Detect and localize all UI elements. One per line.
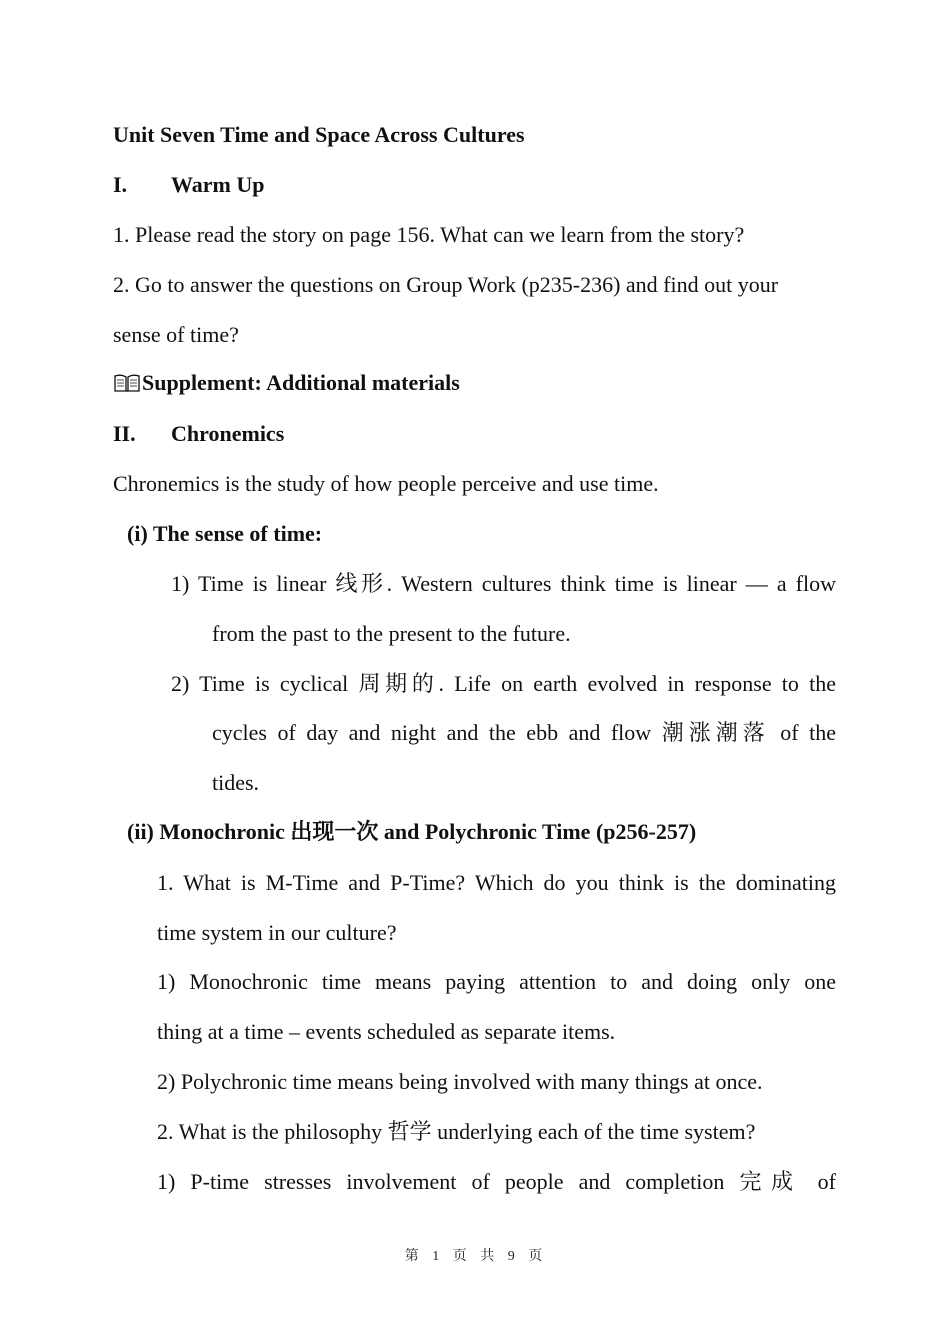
warmup-question-2-line-2: sense of time? bbox=[113, 322, 239, 347]
monochronic-answer-line-1: 1) Monochronic time means paying attention to and doing only one bbox=[157, 969, 836, 994]
chronemics-definition: Chronemics is the study of how people perceive and use time. bbox=[113, 471, 659, 496]
footer-total-pages: 9 bbox=[507, 1249, 518, 1264]
mtime-question-line-1: 1. What is M-Time and P-Time? Which do you think is the dominating bbox=[157, 870, 836, 895]
supplement-label: Supplement: Additional materials bbox=[142, 370, 460, 395]
linear-item-line-1: 1) Time is linear 线形. Western cultures think time is linear — a flow bbox=[171, 571, 836, 596]
section-number: II. bbox=[113, 421, 136, 446]
page-footer bbox=[0, 1248, 950, 1266]
monochronic-answer-line-2: thing at a time – events scheduled as separate items. bbox=[157, 1019, 616, 1044]
section-number: I. bbox=[113, 172, 128, 197]
cyclical-item-line-3: tides. bbox=[212, 770, 260, 795]
footer-label-page-unit: 页 bbox=[452, 1249, 470, 1264]
mtime-question-line-2: time system in our culture? bbox=[157, 920, 397, 945]
section-title: Chronemics bbox=[171, 421, 285, 446]
subheading-sense-of-time: (i) The sense of time: bbox=[127, 521, 323, 546]
footer-current-page: 1 bbox=[432, 1249, 443, 1264]
subheading-monochronic-polychronic: (ii) Monochronic 出现一次 and Polychronic Time (p256-257) bbox=[127, 819, 697, 844]
footer-label-total-unit: 页 bbox=[528, 1249, 546, 1264]
cyclical-item-line-1: 2) Time is cyclical 周期的. Life on earth evolved in response to the bbox=[171, 671, 836, 696]
cyclical-item-line-2: cycles of day and night and the ebb and flow 潮涨潮落 of the bbox=[212, 720, 836, 745]
document-title: Unit Seven Time and Space Across Cultures bbox=[113, 122, 525, 147]
philosophy-question: 2. What is the philosophy 哲学 underlying each of the time system? bbox=[157, 1119, 756, 1144]
linear-item-line-2: from the past to the present to the future. bbox=[212, 621, 571, 646]
polychronic-answer: 2) Polychronic time means being involved with many things at once. bbox=[157, 1069, 763, 1094]
supplement-heading bbox=[113, 369, 460, 401]
footer-label-total: 共 bbox=[480, 1249, 498, 1264]
section-title: Warm Up bbox=[171, 172, 265, 197]
warmup-question-1: 1. Please read the story on page 156. What can we learn from the story? bbox=[113, 222, 745, 247]
open-book-icon bbox=[113, 372, 141, 401]
ptime-answer-line-1: 1) P-time stresses involvement of people and completion 完成 of bbox=[157, 1169, 836, 1194]
section-heading-warm-up bbox=[113, 171, 265, 199]
section-heading-chronemics bbox=[113, 420, 284, 448]
warmup-question-2-line-1: 2. Go to answer the questions on Group Work (p235-236) and find out your bbox=[113, 272, 779, 297]
footer-label-page: 第 bbox=[404, 1249, 422, 1264]
